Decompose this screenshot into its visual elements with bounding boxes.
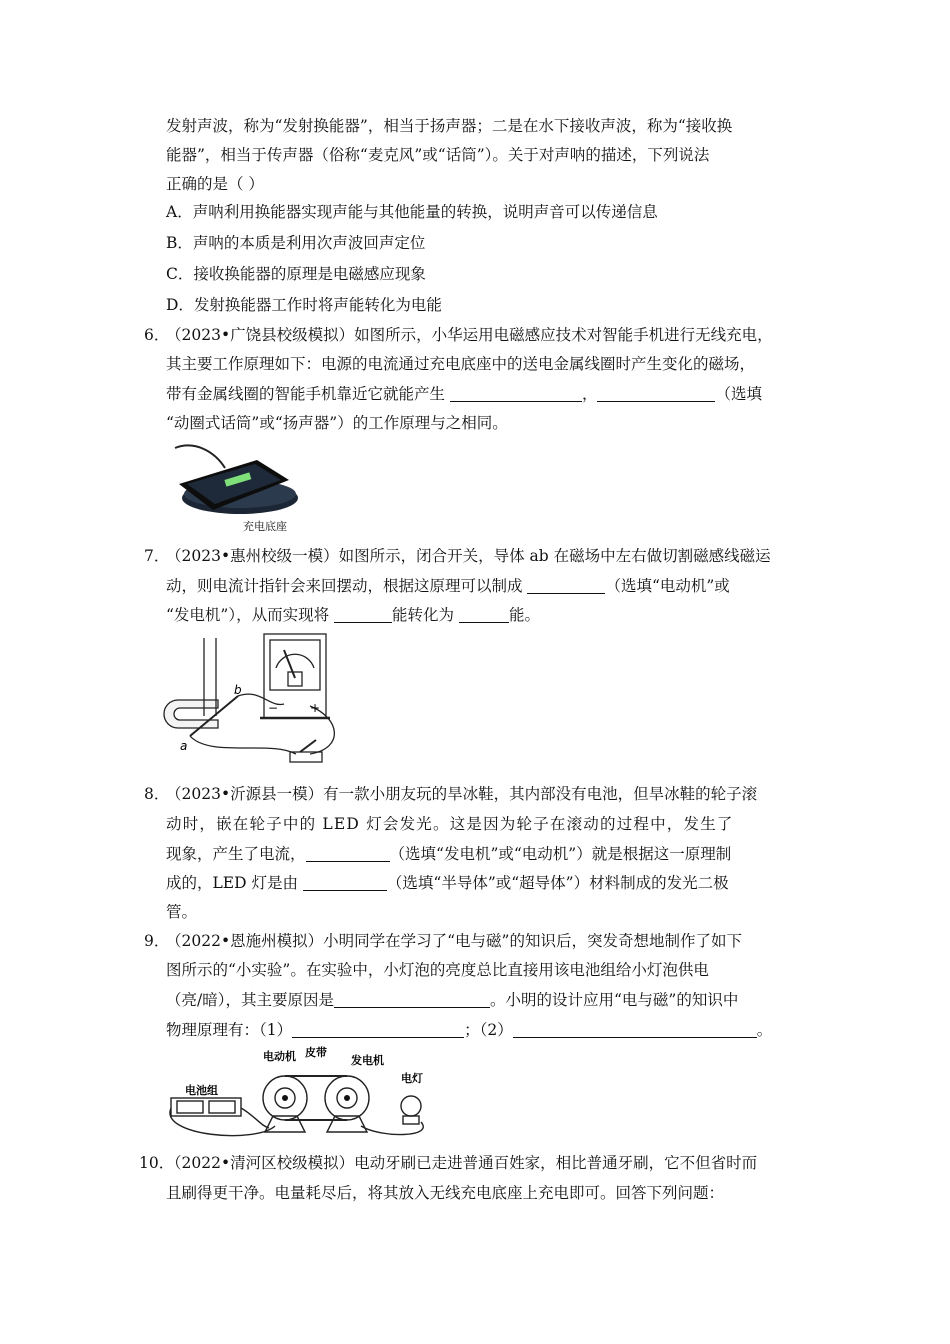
q6-comma: ， — [581, 385, 598, 403]
q7-line-3-text: “发电机”），从而实现将 — [166, 606, 335, 624]
q9-line-3-tail: 。小明的设计应用“电与磁”的知识中 — [489, 991, 739, 1009]
q5-option-c: C．接收换能器的原理是电磁感应现象 — [166, 265, 426, 283]
q6-number: 6． — [144, 326, 170, 344]
q7-blank-3[interactable] — [459, 606, 509, 623]
generator-stand — [327, 1116, 367, 1132]
q7-line-3-tail: 能。 — [508, 606, 540, 624]
q9-line-3-text: （亮/暗），其主要原因是 — [166, 991, 334, 1009]
electromagnetic-induction-figure — [160, 628, 360, 773]
label-lamp: 电灯 — [401, 1072, 423, 1085]
q10-number: 10． — [139, 1154, 175, 1172]
label-a: a — [180, 739, 188, 753]
q6-line-2: 其主要工作原理如下：电源的电流通过充电底座中的送电金属线圈时产生变化的磁场， — [166, 355, 756, 373]
motor-generator-figure — [165, 1046, 450, 1142]
q5-line-3: 正确的是（ ） — [166, 175, 264, 193]
q6-line-4: “动圈式话筒”或“扬声器”）的工作原理与之相同。 — [166, 414, 508, 432]
motor-axle — [282, 1095, 288, 1101]
horseshoe-magnet — [164, 700, 218, 728]
q6-line-3-text: 带有金属线圈的智能手机靠近它就能产生 — [166, 385, 450, 403]
label-belt: 皮带 — [305, 1046, 327, 1059]
q9-line-4 — [166, 1019, 772, 1041]
switch-lever — [300, 740, 316, 752]
q7-blank-2[interactable] — [334, 606, 392, 623]
q9-line-3 — [166, 989, 738, 1011]
terminal-plus: + — [310, 701, 321, 715]
q5-line-1: 发射声波，称为“发射换能器”，相当于扬声器；二是在水下接收声波，称为“接收换 — [166, 117, 733, 135]
label-motor: 电动机 — [263, 1050, 296, 1063]
q6-line-1: （2023•广饶县校级模拟）如图所示，小华运用电磁感应技术对智能手机进行无线充电， — [166, 326, 773, 344]
battery-cell-2 — [209, 1101, 235, 1113]
wire-a — [190, 736, 296, 754]
q9-blank-1[interactable] — [334, 991, 490, 1008]
q8-line-4 — [166, 872, 729, 894]
q9-line-4-tail: 。 — [756, 1021, 773, 1039]
q9-blank-3[interactable] — [513, 1021, 757, 1038]
terminal-minus: − — [268, 701, 279, 715]
label-generator: 发电机 — [351, 1054, 384, 1067]
q6-blank-2[interactable] — [597, 385, 715, 402]
q7-line-3 — [166, 604, 540, 626]
q9-line-2: 图所示的“小实验”。在实验中，小灯泡的亮度总比直接用该电池组给小灯泡供电 — [166, 961, 709, 979]
q5-option-d: D．发射换能器工作时将声能转化为电能 — [166, 296, 442, 314]
q5-option-b: B．声呐的本质是利用次声波回声定位 — [166, 234, 426, 252]
q9-number: 9． — [144, 932, 170, 950]
q7-line-2-text: 动，则电流计指针会来回摆动，根据这原理可以制成 — [166, 577, 528, 595]
q5-line-2: 能器”，相当于传声器（俗称“麦克风”或“话筒”）。关于对声呐的描述，下列说法 — [166, 146, 710, 164]
charging-pad-label: 充电底座 — [243, 520, 287, 533]
q8-line-3 — [166, 843, 731, 865]
q6-line-3 — [166, 383, 762, 405]
q6-line-3-tail: （选填 — [715, 385, 762, 403]
q8-line-2: 动时，嵌在轮子中的 LED 灯会发光。这是因为轮子在滚动的过程中，发生了 — [166, 815, 734, 833]
q8-blank-1[interactable] — [306, 845, 390, 862]
charging-cable — [175, 445, 225, 468]
q8-line-4-text: 成的，LED 灯是由 — [166, 874, 303, 892]
galvanometer-scale — [276, 654, 314, 668]
q9-line-4-text: 物理原理有：（1） — [166, 1021, 293, 1039]
q8-line-3-text: 现象，产生了电流， — [166, 845, 306, 863]
q8-line-3-tail: （选填“发电机”或“电动机”）就是根据这一原理制 — [389, 845, 732, 863]
q7-line-2 — [166, 575, 730, 597]
q7-line-3-mid: 能转化为 — [392, 606, 459, 624]
lamp-base — [403, 1116, 419, 1124]
q10-line-2: 且刷得更干净。电量耗尽后，将其放入无线充电底座上充电即可。回答下列问题： — [166, 1184, 725, 1202]
generator-axle — [344, 1095, 350, 1101]
battery-cell-1 — [177, 1101, 203, 1113]
charging-pad-figure — [165, 440, 305, 536]
q8-line-1: （2023•沂源县一模）有一款小朋友玩的旱冰鞋，其内部没有电池，但旱冰鞋的轮子滚 — [166, 785, 758, 803]
label-battery: 电池组 — [185, 1084, 218, 1097]
label-b: b — [234, 683, 242, 697]
q6-blank-1[interactable] — [450, 385, 582, 402]
q8-line-5: 管。 — [166, 903, 198, 921]
q8-number: 8． — [144, 785, 170, 803]
q9-line-4-mid: ；（2） — [464, 1021, 513, 1039]
wire-battery-motor-2 — [241, 1108, 269, 1128]
q8-blank-2[interactable] — [303, 874, 387, 891]
q9-line-1: （2022•恩施州模拟）小明同学在学习了“电与磁”的知识后，突发奇想地制作了如下 — [166, 932, 742, 950]
q5-option-a: A．声呐利用换能器实现声能与其他能量的转换，说明声音可以传递信息 — [166, 203, 658, 221]
q9-blank-2[interactable] — [292, 1021, 464, 1038]
q10-line-1: （2022•清河区校级模拟）电动牙刷已走进普通百姓家，相比普通牙刷，它不但省时而 — [166, 1154, 758, 1172]
galvanometer-coil — [288, 672, 302, 686]
q8-line-4-tail: （选填“半导体”或“超导体”）材料制成的发光二极 — [386, 874, 729, 892]
q7-line-1: （2023•惠州校级一模）如图所示，闭合开关，导体 ab 在磁场中左右做切割磁感线磁运 — [166, 547, 771, 565]
q7-number: 7． — [144, 547, 170, 565]
lamp-bulb — [401, 1096, 421, 1116]
q7-blank-1[interactable] — [527, 577, 605, 594]
motor-stand — [265, 1116, 305, 1132]
q7-line-2-tail: （选填“电动机”或 — [605, 577, 730, 595]
